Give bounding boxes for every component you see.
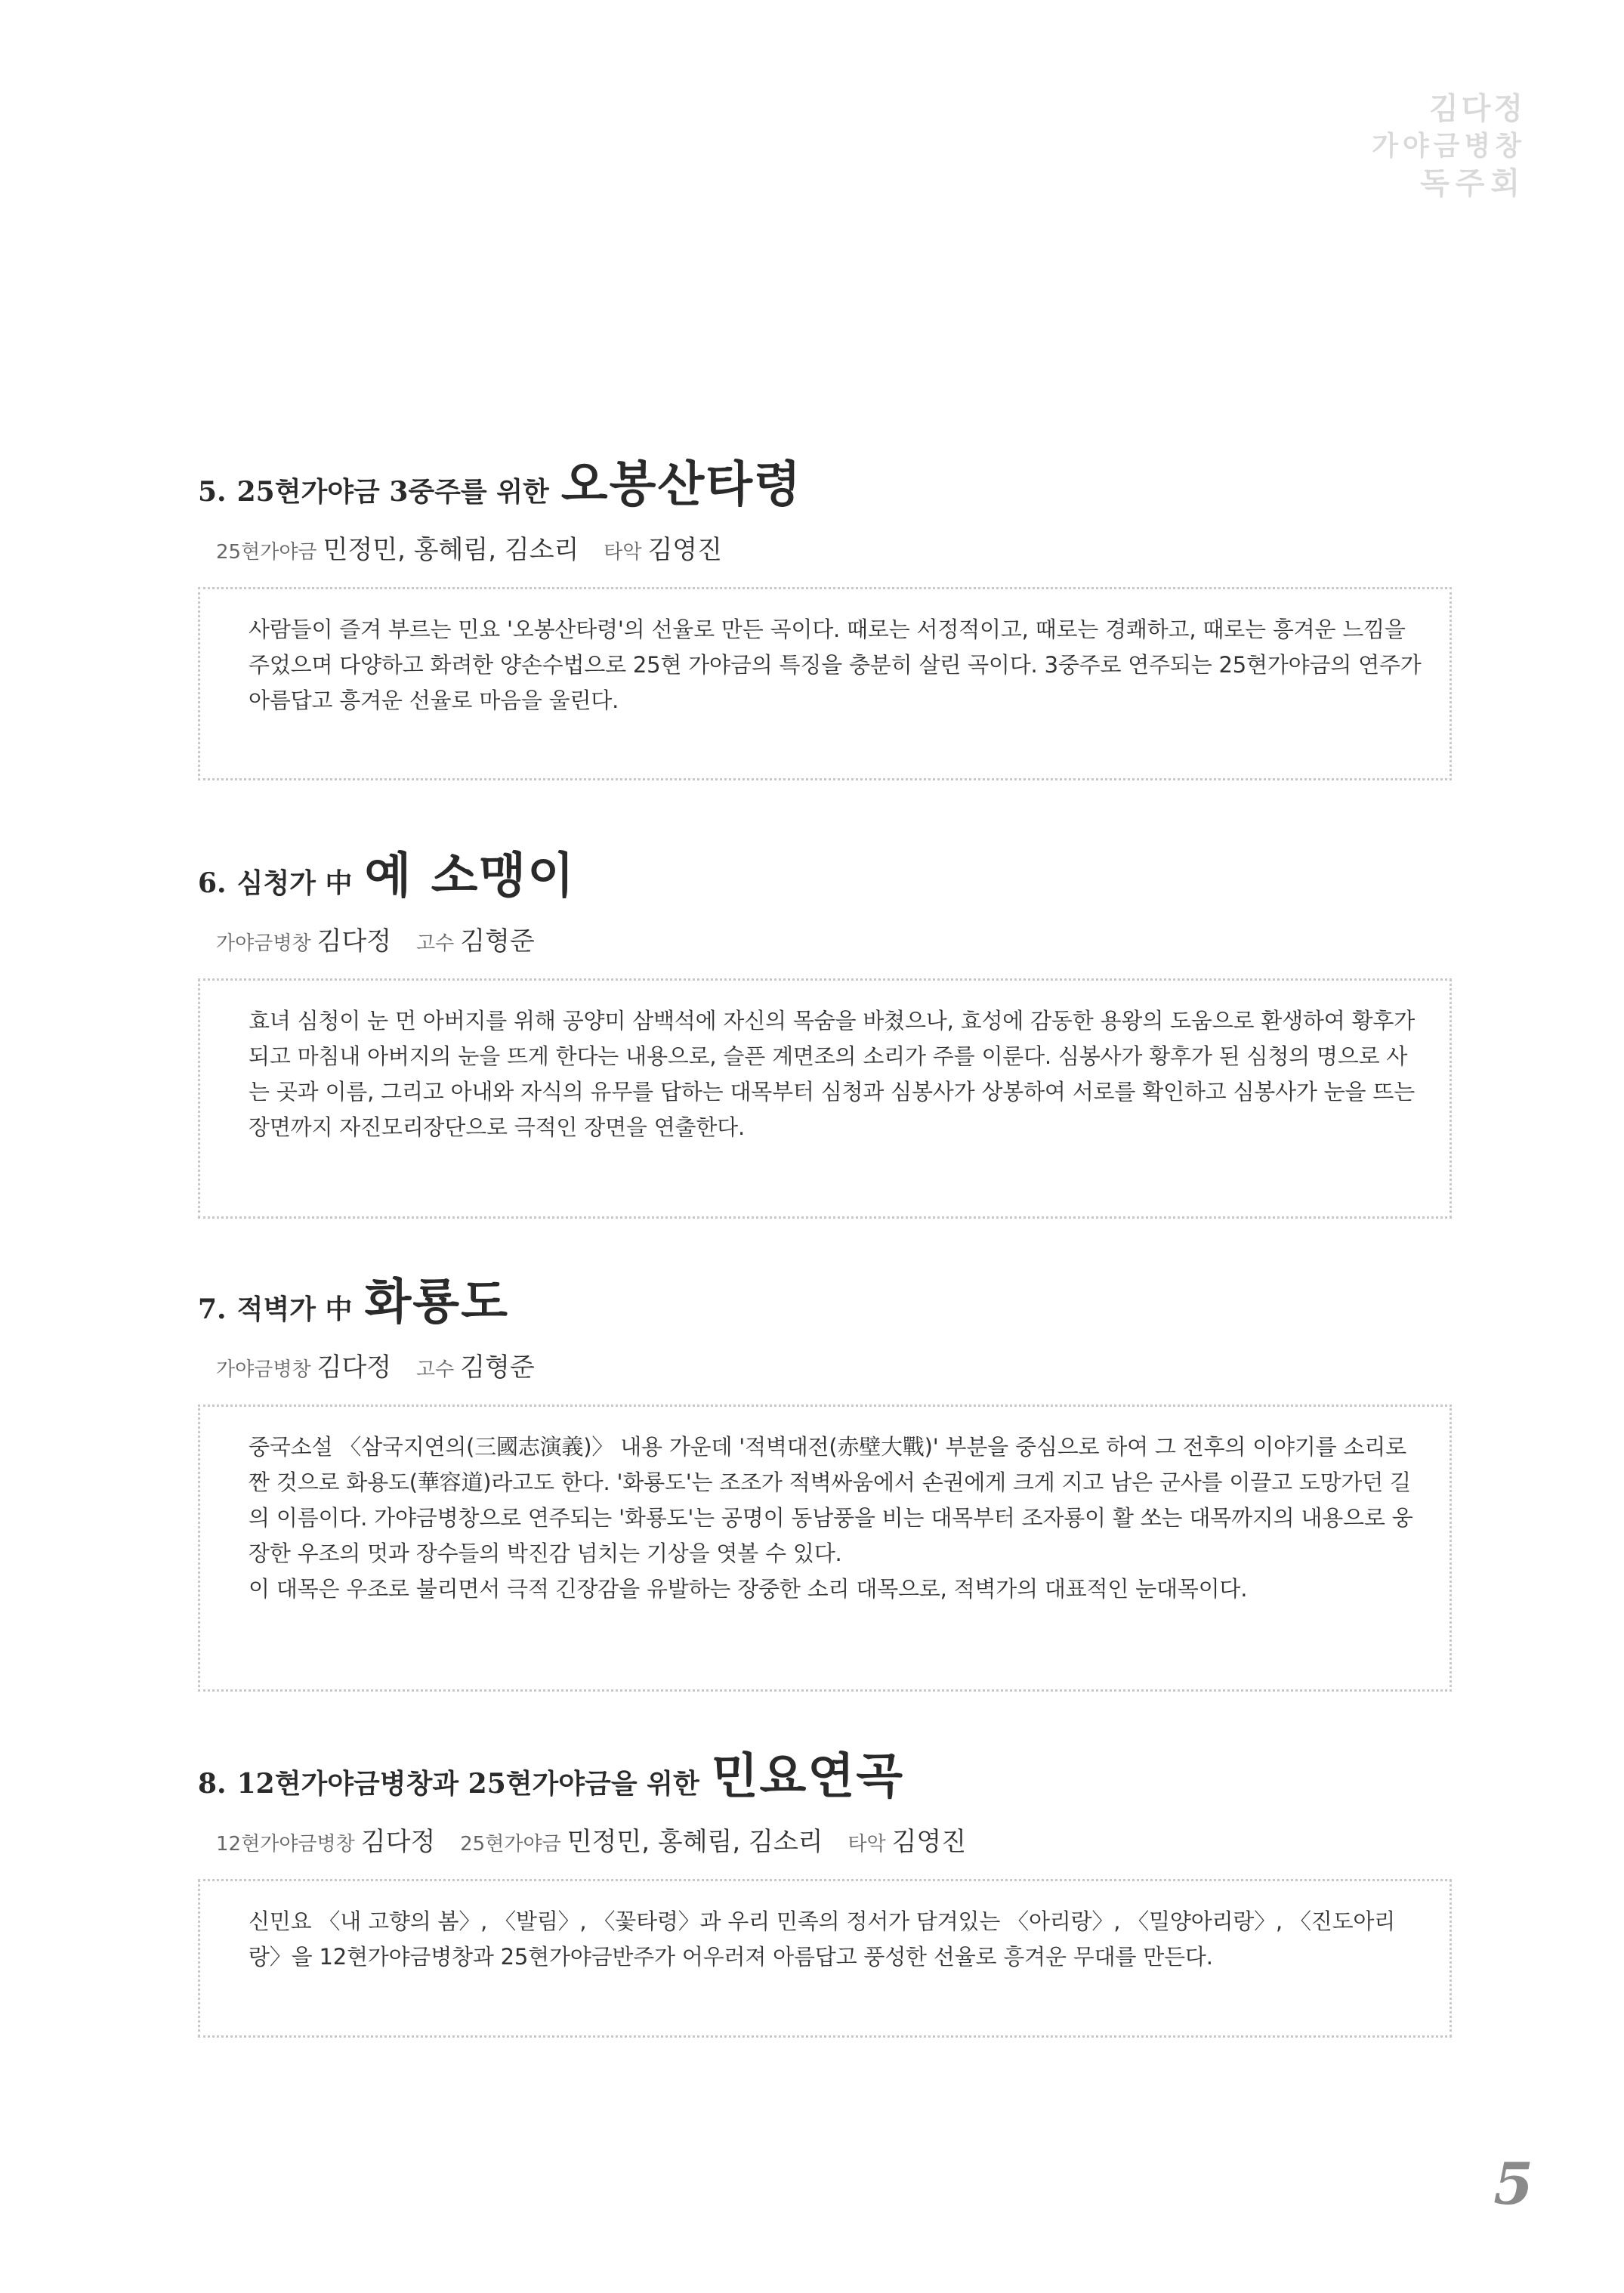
section-subtitle: 25현가야금 3중주를 위한 (236, 476, 549, 508)
performer-names: 민정민, 홍혜림, 김소리 (567, 1827, 823, 1857)
performer-role: 가야금병창 (216, 1358, 311, 1381)
performer-list (198, 1346, 1452, 1383)
piece-title: 예 소맹이 (364, 848, 576, 904)
description-box (198, 1879, 1452, 2038)
performer-role: 고수 (415, 932, 455, 955)
performer-list (198, 529, 1452, 566)
performer-role: 타악 (848, 1833, 886, 1856)
header-line-genre: 가야금병창 (1372, 130, 1526, 162)
performer-names: 김형준 (460, 1352, 535, 1383)
description-box (198, 978, 1452, 1219)
section-subtitle: 심청가 中 (236, 867, 353, 899)
description-text: 사람들이 즐겨 부르는 민요 '오봉산타령'의 선율로 만든 곡이다. 때로는 서정적이고, 때로는 경쾌하고, 때로는 흥겨운 느낌을 주었으며 다양하고 화려한 양손수법으로 25현 가야금의 특징을 충분히 살린 곡이다. 3중주로 연주되는 25현가야금의 연주가 아름답고 흥겨운 선율로 마음을 울린다. (249, 617, 1422, 713)
description-text: 중국소설 〈삼국지연의(三國志演義)〉 내용 가운데 '적벽대전(赤壁大戰)' 부분을 중심으로 하여 그 전후의 이야기를 소리로 짠 것으로 화용도(華容道)라고도 한다. '화룡도'는 조조가 적벽싸움에서 손권에게 크게 지고 남은 군사를 이끌고 도망가던 길의 이름이다. 가야금병창으로 연주되는 '화룡도'는 공명이 동남풍을 비는 대목부터 조자룡이 활 쏘는 대목까지의 내용으로 웅장한 우조의 멋과 장수들의 박진감 넘치는 기상을 엿볼 수 있다. (249, 1434, 1413, 1566)
performer-names: 김영진 (891, 1827, 967, 1857)
performer-role: 12현가야금병창 (216, 1833, 355, 1856)
section-number: 5. (198, 476, 227, 508)
performer-list (198, 920, 1452, 957)
performer-list (198, 1821, 1452, 1858)
performer-names: 김다정 (316, 926, 392, 956)
description-text: 효녀 심청이 눈 먼 아버지를 위해 공양미 삼백석에 자신의 목숨을 바쳤으나, 효성에 감동한 용왕의 도움으로 환생하여 황후가 되고 마침내 아버지의 눈을 뜨게 한다는 내용으로, 슬픈 계면조의 소리가 주를 이룬다. 심봉사가 황후가 된 심청의 명으로 사는 곳과 이름, 그리고 아내와 자식의 유무를 답하는 대목부터 심청과 심봉사가 상봉하여 서로를 확인하고 심봉사가 눈을 뜨는 장면까지 자진모리장단으로 극적인 장면을 연출한다. (249, 1008, 1416, 1140)
section-number: 7. (198, 1293, 227, 1325)
performer-names: 김영진 (647, 535, 722, 565)
header-line-name: 김다정 (1429, 91, 1526, 126)
piece-title: 민요연곡 (711, 1748, 905, 1805)
description-text: 신민요 〈내 고향의 봄〉, 〈발림〉, 〈꽃타령〉과 우리 민족의 정서가 담겨있는 〈아리랑〉, 〈밀양아리랑〉, 〈진도아리랑〉을 12현가야금병창과 25현가야금반주가 어우러져 아름답고 풍성한 선율로 흥겨운 무대를 만든다. (249, 1908, 1396, 1970)
section-title (198, 1738, 1452, 1807)
section-number: 6. (198, 867, 227, 899)
program-section-7 (198, 1263, 1452, 1692)
program-section-8 (198, 1738, 1452, 2038)
header-watermark (1372, 89, 1526, 203)
performer-names: 김형준 (460, 926, 535, 956)
program-section-6 (198, 837, 1452, 1219)
description-box (198, 587, 1452, 780)
section-number: 8. (198, 1768, 227, 1800)
performer-role: 타악 (604, 541, 642, 564)
performer-names: 김다정 (316, 1352, 392, 1383)
section-title (198, 446, 1452, 515)
page-number: 5 (1493, 2150, 1533, 2217)
performer-role: 고수 (415, 1358, 455, 1381)
performer-role: 25현가야금 (216, 541, 317, 564)
description-text-continued: 이 대목은 우조로 불리면서 극적 긴장감을 유발하는 장중한 소리 대목으로, 적벽가의 대표적인 눈대목이다. (249, 1575, 1248, 1602)
piece-title: 오봉산타령 (560, 456, 802, 513)
performer-names: 민정민, 홍혜림, 김소리 (323, 535, 579, 565)
program-section-5 (198, 446, 1452, 780)
performer-role: 25현가야금 (460, 1833, 561, 1856)
section-subtitle: 12현가야금병창과 25현가야금을 위한 (236, 1768, 699, 1800)
piece-title: 화룡도 (364, 1274, 509, 1330)
section-title (198, 1263, 1452, 1333)
section-title (198, 837, 1452, 907)
description-box (198, 1405, 1452, 1692)
performer-names: 김다정 (360, 1827, 436, 1857)
section-subtitle: 적벽가 中 (236, 1293, 353, 1325)
performer-role: 가야금병창 (216, 932, 311, 955)
header-line-recital: 독주회 (1420, 165, 1526, 201)
